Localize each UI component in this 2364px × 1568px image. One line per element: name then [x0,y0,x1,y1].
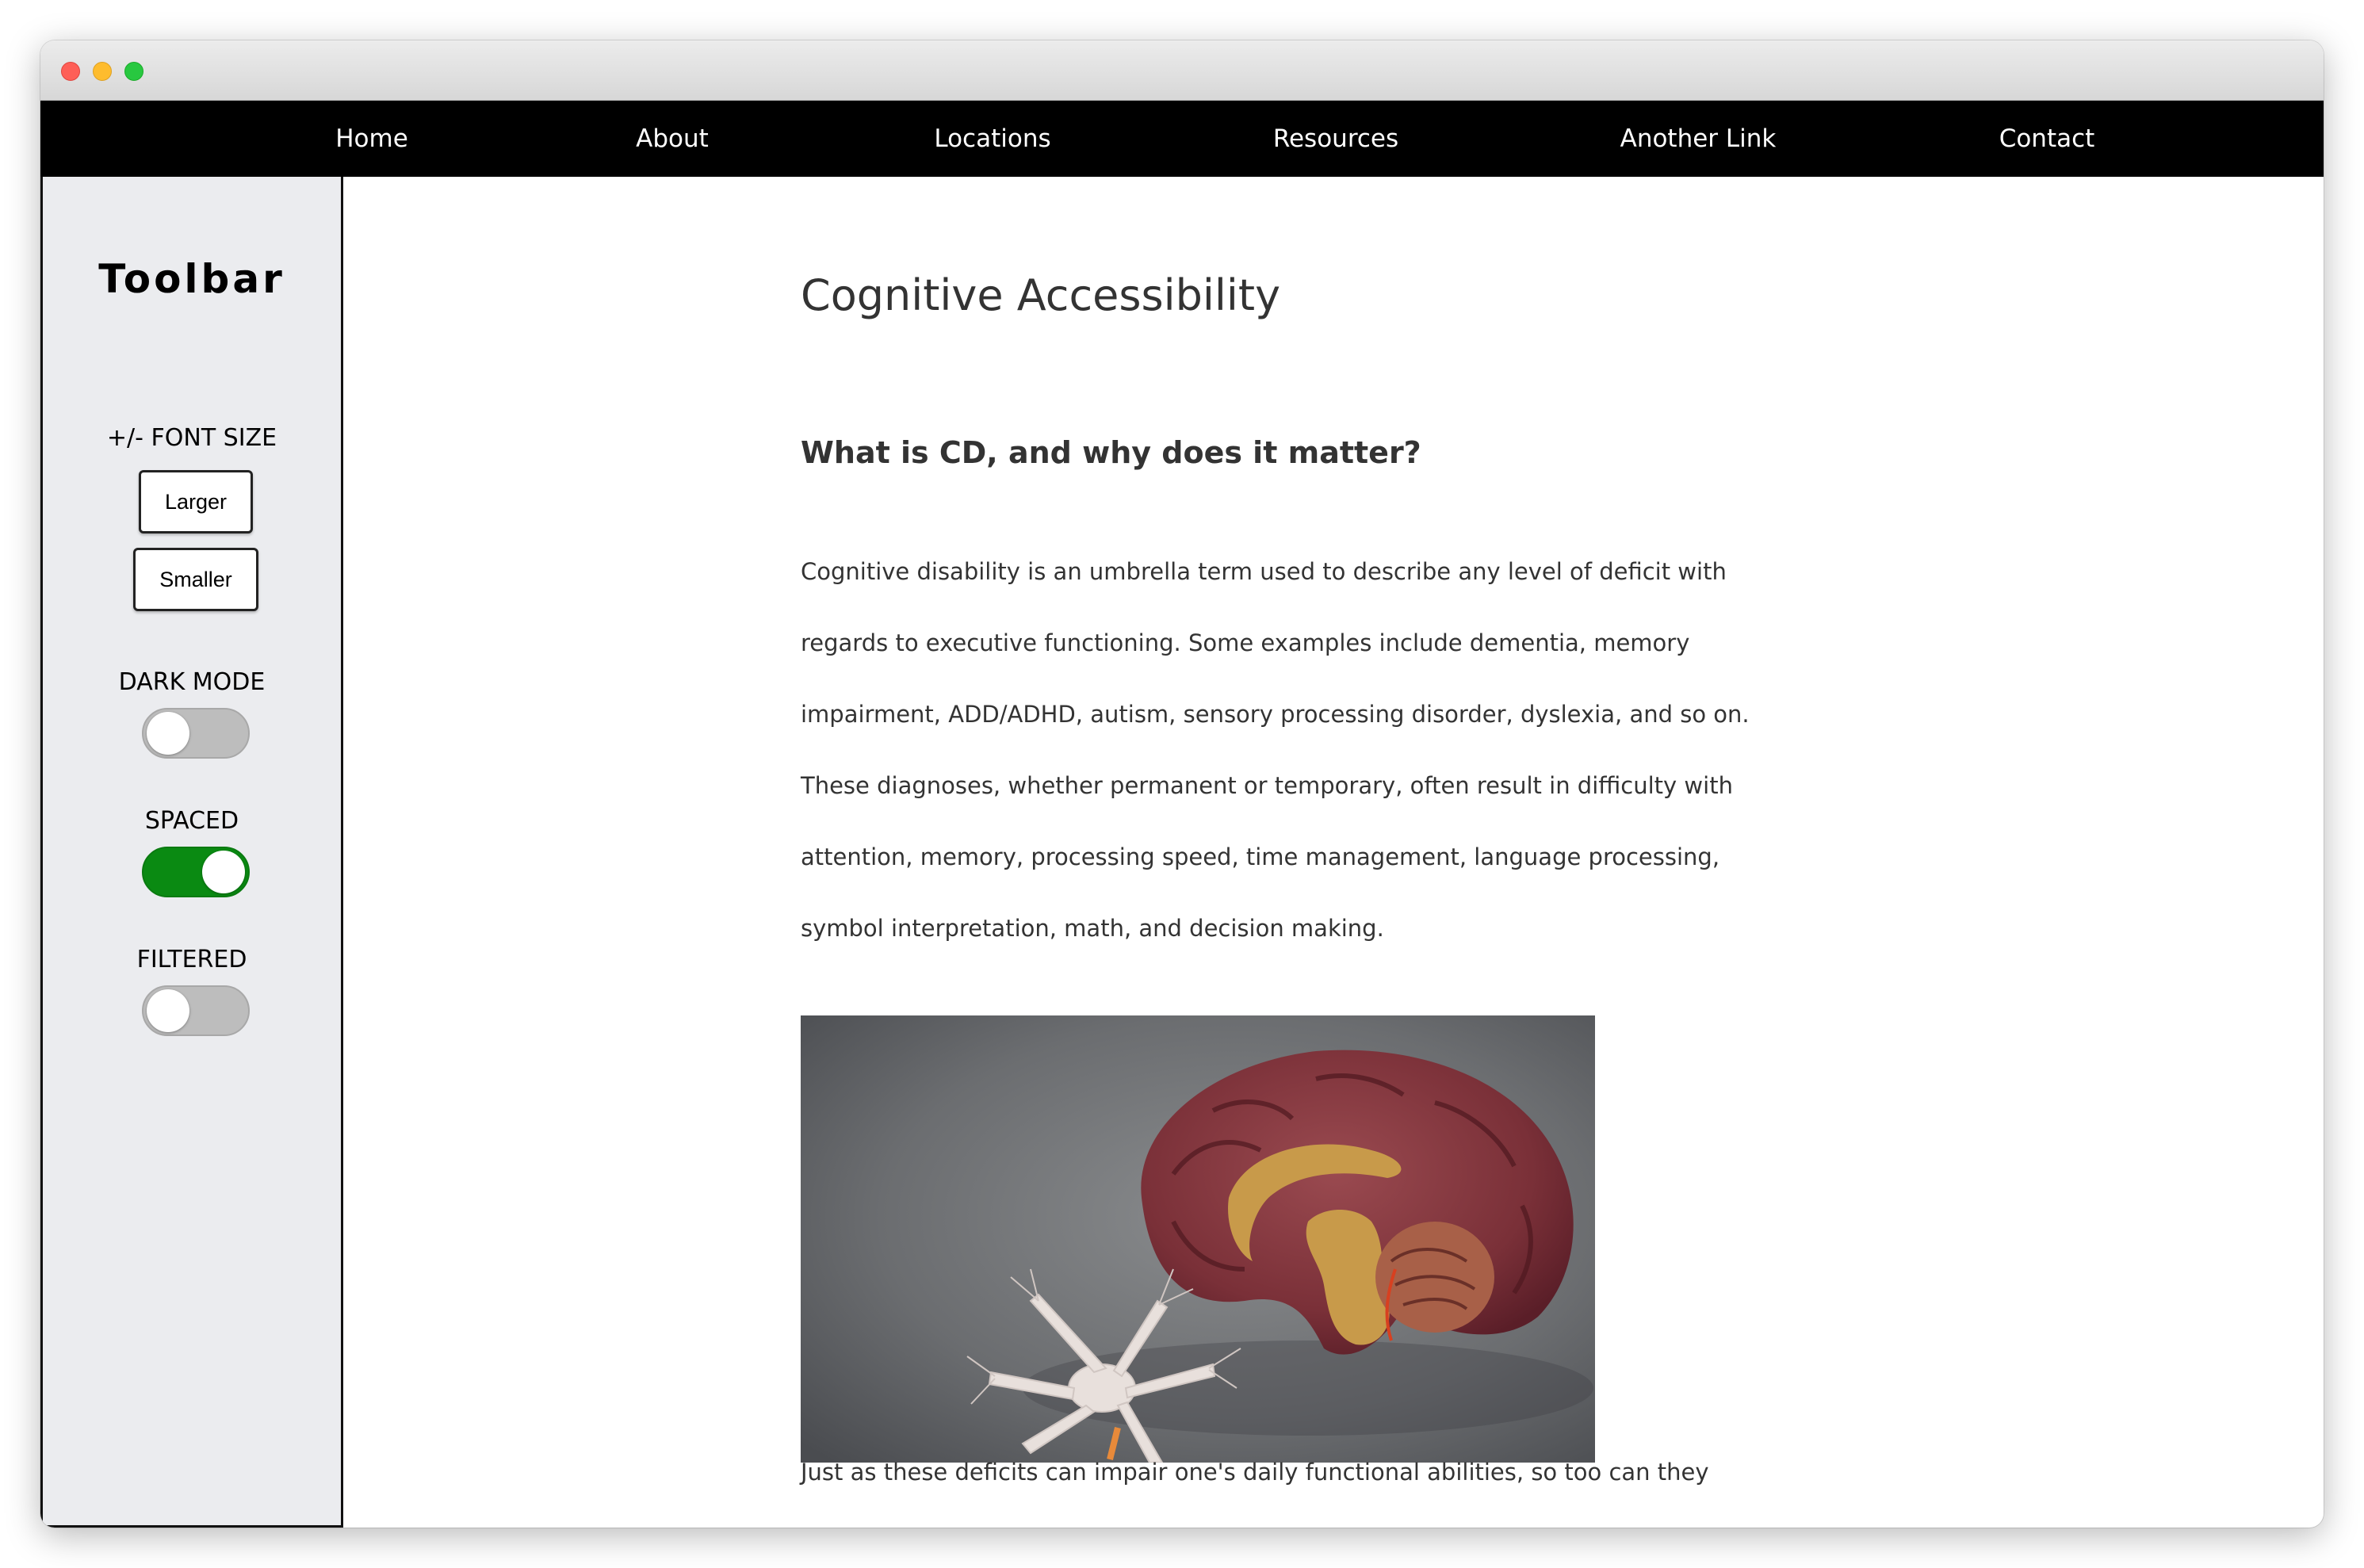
nav-link-home[interactable]: Home [335,124,408,153]
toggle-knob [202,851,245,893]
spaced-label: SPACED [144,807,239,835]
font-size-label: +/- FONT SIZE [106,424,277,452]
toolbar-title: Toolbar [98,256,285,302]
paragraph-line: regards to executive functioning. Some examples include dementia, memory [801,629,1690,656]
smaller-font-button[interactable]: Smaller [133,548,258,611]
close-window-icon[interactable] [61,62,80,81]
nav-link-contact[interactable]: Contact [1999,124,2095,153]
top-navigation [40,101,2324,177]
paragraph-line: attention, memory, processing speed, time management, language processing, [801,843,1720,870]
nav-link-resources[interactable]: Resources [1272,124,1399,153]
paragraph-line: symbol interpretation, math, and decision making. [801,915,1384,942]
toggle-knob [147,712,189,755]
paragraph-line: These diagnoses, whether permanent or temporary, often result in difficulty with [801,772,1733,799]
minimize-window-icon[interactable] [93,62,112,81]
browser-window [40,40,2324,1528]
dark-mode-toggle[interactable] [142,708,250,759]
accessibility-toolbar [40,177,343,1528]
nav-link-another-link[interactable]: Another Link [1620,124,1777,153]
nav-link-locations[interactable]: Locations [934,124,1051,153]
title-bar [40,40,2324,101]
nav-link-about[interactable]: About [636,124,709,153]
main-content [343,177,2324,1528]
filtered-toggle[interactable] [142,985,250,1036]
page-title: Cognitive Accessibility [801,270,1281,320]
toggle-knob [147,989,189,1032]
spaced-toggle[interactable] [142,847,250,897]
paragraph-line: Cognitive disability is an umbrella term used to describe any level of deficit with [801,558,1727,585]
paragraph-line: impairment, ADD/ADHD, autism, sensory processing disorder, dyslexia, and so on. [801,701,1750,728]
brain-model-photo-icon [801,1015,1595,1463]
maximize-window-icon[interactable] [124,62,143,81]
paragraph-line: Just as these deficits can impair one's daily functional abilities, so too can they [801,1459,1709,1486]
filtered-label: FILTERED [136,946,247,973]
dark-mode-label: DARK MODE [118,668,266,696]
section-heading: What is CD, and why does it matter? [801,435,1421,470]
larger-font-button[interactable]: Larger [139,470,253,534]
